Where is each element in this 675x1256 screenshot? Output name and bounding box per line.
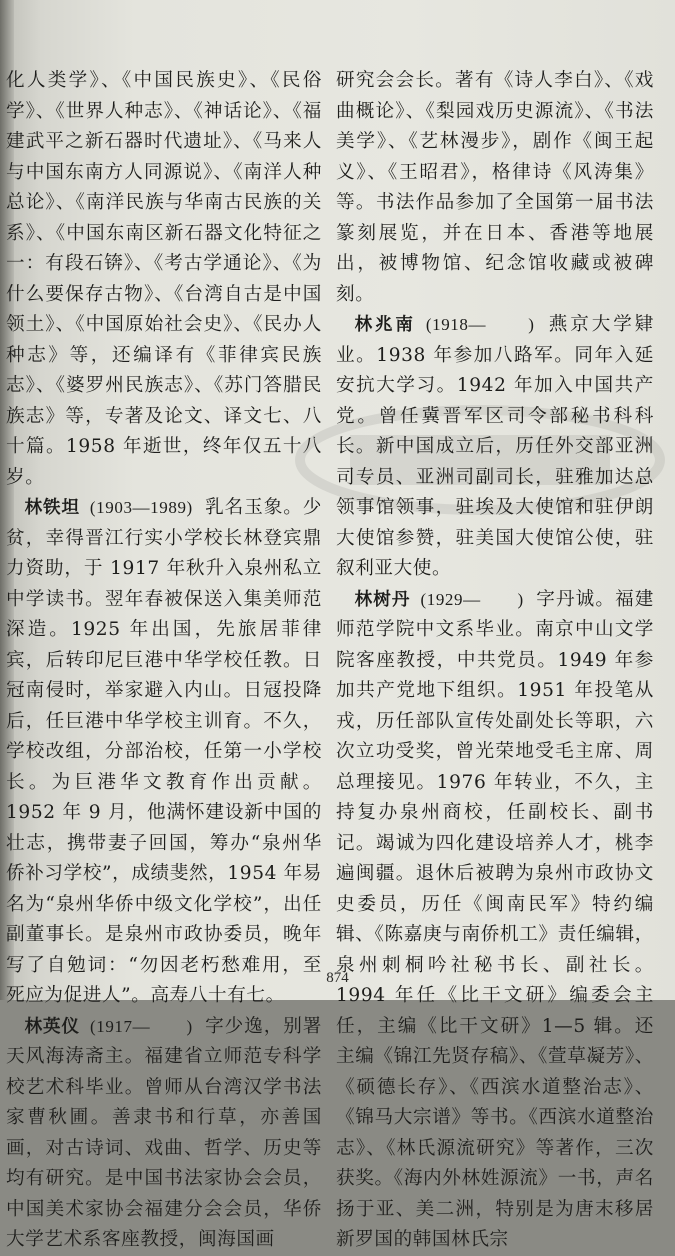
entry-name: 林兆南 — [354, 315, 416, 335]
entry-years: (1929— ) — [420, 589, 524, 609]
left-column — [6, 66, 322, 1256]
entry-name: 林英仪 — [24, 1016, 80, 1037]
left-paragraph-1 — [6, 66, 322, 493]
right-column — [336, 66, 654, 1256]
right-entry-lin-zhaonan — [336, 310, 654, 585]
left-entry-lin-tietan — [6, 493, 322, 1012]
entry-name: 林铁坦 — [24, 498, 80, 518]
right-entry-lin-shudan — [336, 585, 654, 1256]
entry-years: (1917— ) — [89, 1016, 193, 1036]
entry-years: (1918— ) — [425, 315, 535, 334]
entry-text: 燕京大学肄业。1938 年参加八路军。同年入延安抗大学习。1942 年加入中国共产党。曾任冀晋军区司令部秘书科科长。新中国成立后，历任外交部亚洲司专员、亚洲司副司长，驻雅加达总领事馆领事，驻埃及大使馆和驻伊朗大使馆参赞，驻美国大使馆公使，驻叙利亚大使。 — [336, 314, 654, 579]
left-entry-lin-yingyi — [6, 1012, 322, 1256]
entry-text: 字丹诚。福建师范学院中文系毕业。南京中山文学院客座教授，中共党员。1949 年参加共产党地下组织。1951 年投笔从戎，历任部队宣传处副处长等职，六次立功受奖，曾光荣地受毛主席、周总理接见。1976 年转业，不久，主持复办泉州商校，任副校长、副书记。竭诚为四化建设培养人才，桃李遍闽疆。退休后被聘为泉州市政协文史委员，历任《闽南民军》特约编辑、《陈嘉庚与南侨机工》责任编辑，泉州刺桐吟社秘书长、副社长。1994 年任《比干文研》编委会主任，主编《比干文研》1—5 辑。还主编《锦江先贤存稿》、《萱草凝芳》、《硕德长存》、《西滨水道整治志》、《锦马大宗谱》等书。《西滨水道整治志》、《林氏源流研究》等著作，三次获奖。《海内外林姓源流》一书，声名扬于亚、美二洲，特别是为唐末移居新罗国的韩国林氏宗 — [336, 588, 654, 1250]
paragraph-text: 研究会会长。著有《诗人李白》、《戏曲概论》、《梨园戏历史源流》、《书法美学》、《艺林漫步》，剧作《闽王起义》、《王昭君》，格律诗《风涛集》等。书法作品参加了全国第一届书法篆刻展览，并在日本、香港等地展出，被博物馆、纪念馆收藏或被碑刻。 — [336, 70, 654, 305]
entry-name: 林树丹 — [354, 589, 411, 610]
right-paragraph-1 — [336, 66, 654, 310]
page-number: 874 — [326, 970, 349, 986]
entry-years: (1903—1989) — [89, 498, 193, 517]
paragraph-text: 化人类学》、《中国民族史》、《民俗学》、《世界人种志》、《神话论》、《福建武平之新石器时代遗址》、《马来人与中国东南方人同源说》、《南洋人种总论》、《南洋民族与华南古民族的关系》、《中国东南区新石器文化特征之一：有段石锛》、《考古学通论》、《为什么要保存古物》、《台湾自古是中国领土》、《中国原始社会史》、《民办人种志》等，还编译有《菲律宾民族志》、《婆罗州民族志》、《苏门答腊民族志》等，专著及论文、译文七、八十篇。1958 年逝世，终年仅五十八岁。 — [6, 70, 322, 488]
entry-text: 乳名玉象。少贫，幸得晋江行实小学校长林登宾鼎力资助，于 1917 年秋升入泉州私立中学读书。翌年春被保送入集美师范深造。1925 年出国，先旅居菲律宾，后转印尼巨港中华学校任教。日冠南侵时，举家避入内山。日冦投降后，任巨港中华学校主训育。不久，学校改组，分部治校，任第一小学校长。为巨港华文教育作出贡献。1952 年 9 月，他满怀建设新中国的壮志，携带妻子回国，筹办“泉州华侨补习学校”，成绩斐然，1954 年易名为“泉州华侨中级文化学校”，出任副董事长。是泉州市政协委员，晚年写了自勉词：“勿因老朽愁难用，至死应为促进人”。高寿八十有七。 — [6, 497, 322, 1006]
entry-text: 字少逸，别署天风海涛斋主。福建省立师范专科学校艺术科毕业。曾师从台湾汉学书法家曹秋圃。善隶书和行草，亦善国画，对古诗词、戏曲、哲学、历史等均有研究。是中国书法家协会会员，中国美术家协会福建分会会员，华侨大学艺术系客座教授，闽海国画 — [6, 1015, 322, 1250]
